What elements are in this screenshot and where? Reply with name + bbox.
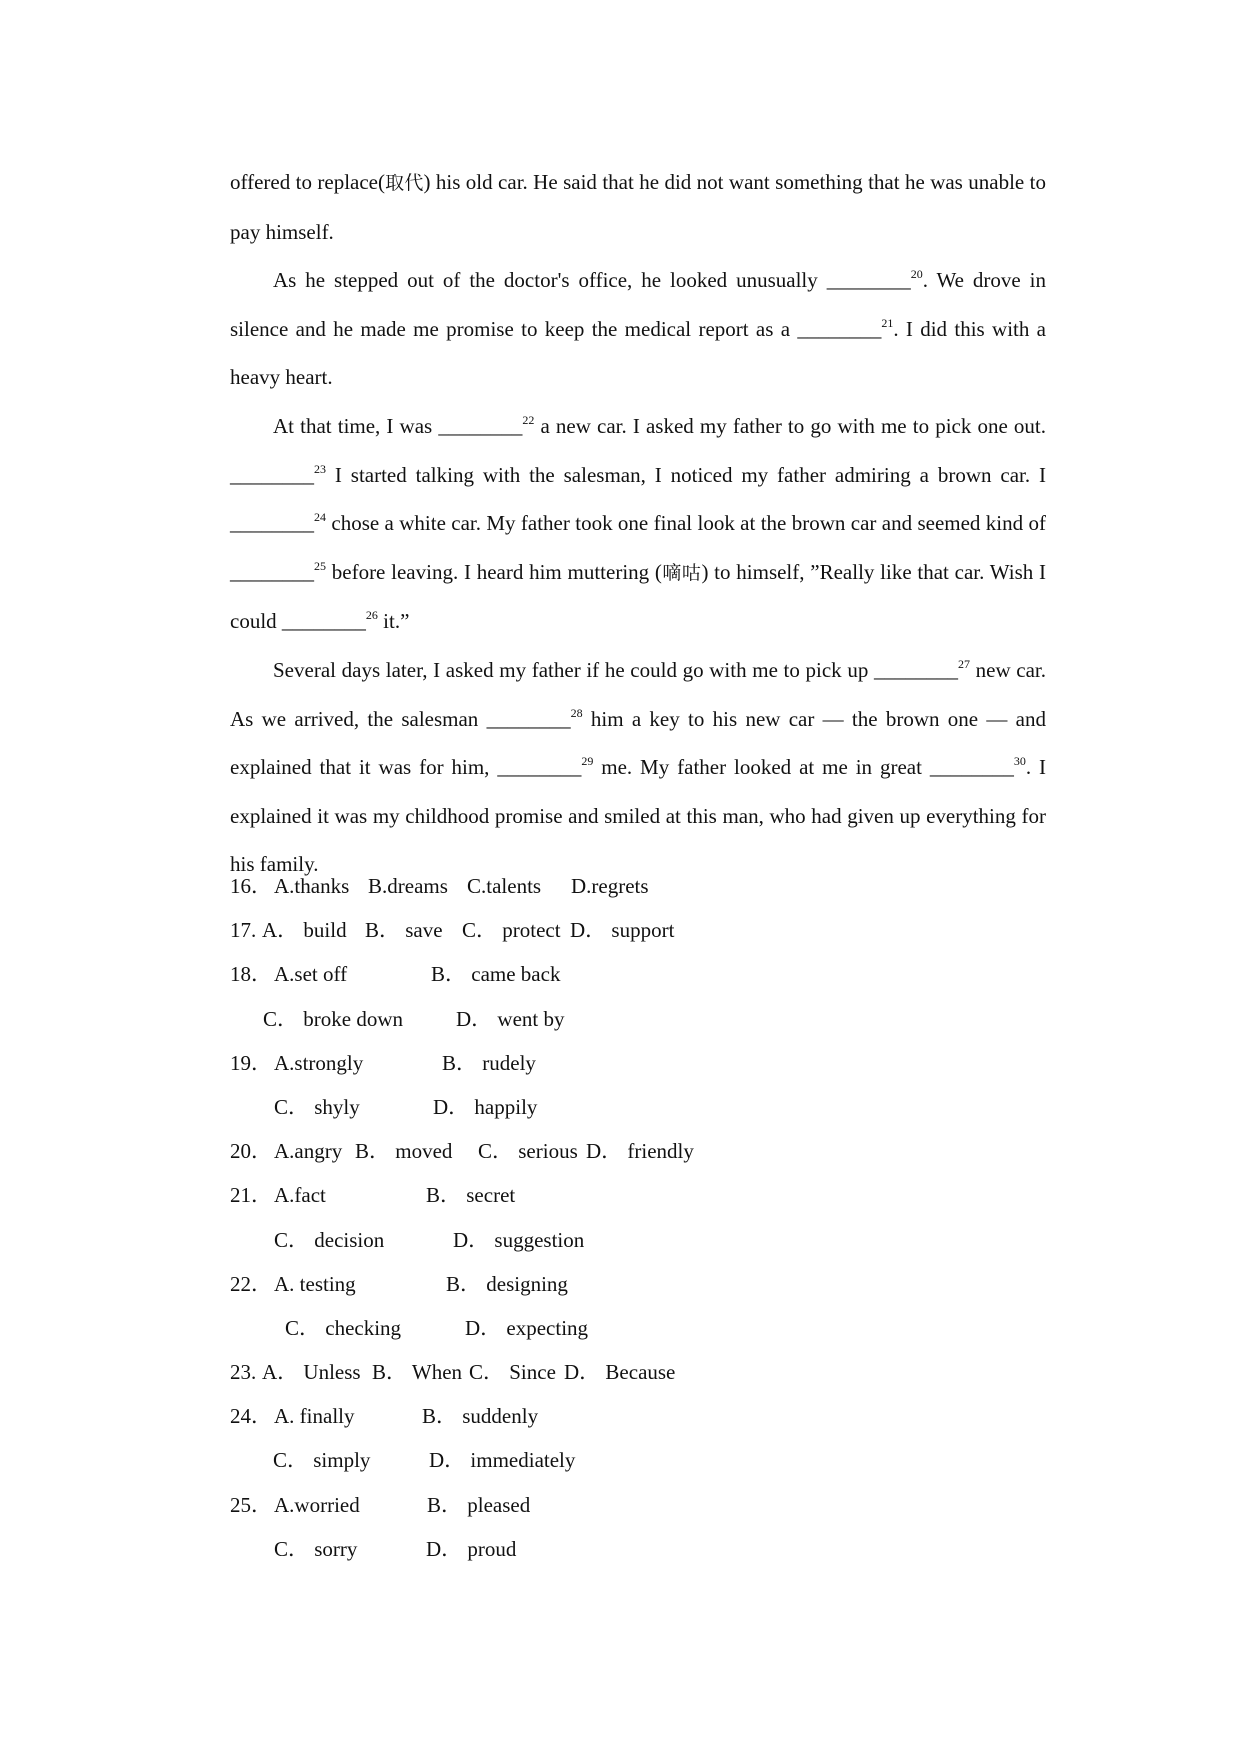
question-number: 21．: [230, 1183, 272, 1208]
chinese-gloss: 取代: [385, 172, 424, 194]
question-22: [230, 1262, 1046, 1306]
passage-text: chose a white car. My father took one final look at the brown car and seemed kind of: [326, 511, 1046, 536]
question-20: [230, 1129, 1046, 1173]
option-d: D． suggestion: [453, 1227, 585, 1252]
question-number: 17.: [230, 918, 257, 943]
question-number: 18．: [230, 962, 272, 987]
option-d: D.regrets: [571, 874, 649, 898]
option-d: D． expecting: [465, 1315, 589, 1340]
passage-text: . I did this with a heavy heart.: [230, 316, 1046, 390]
passage-text: At that time, I was: [273, 413, 439, 438]
question-number: 22．: [230, 1271, 272, 1296]
blank-29: ________: [497, 755, 582, 780]
passage-paragraph-2: [230, 256, 1046, 402]
question-25-continued: [230, 1527, 1046, 1571]
blank-number-24: 24: [314, 510, 326, 525]
option-c: C． serious: [478, 1139, 578, 1164]
question-19: [230, 1041, 1046, 1085]
option-b: B． pleased: [427, 1492, 531, 1517]
option-a: A.fact: [274, 1183, 326, 1208]
question-23: [230, 1350, 1046, 1394]
blank-21: ________: [797, 316, 882, 341]
option-d: D． immediately: [429, 1448, 576, 1473]
passage-text: As he stepped out of the doctor's office, he looked unusually: [273, 268, 827, 293]
passage-text: new car. As we arrived, the salesman: [230, 657, 1046, 731]
question-25: [230, 1483, 1046, 1527]
question-number: 23.: [230, 1360, 257, 1385]
option-a: A． Unless: [262, 1360, 361, 1385]
option-b: B． secret: [426, 1183, 516, 1208]
option-a: A. finally: [274, 1404, 355, 1429]
blank-number-21: 21: [881, 315, 894, 330]
blank-number-26: 26: [365, 608, 378, 623]
blank-number-27: 27: [957, 656, 970, 671]
question-list: [230, 864, 1046, 1571]
question-18: [230, 952, 1046, 996]
option-b: B． rudely: [442, 1050, 536, 1075]
question-19-continued: [230, 1085, 1046, 1129]
passage-text: a new car. I asked my father to go with me to pick one out.: [534, 413, 1047, 438]
option-a: A.strongly: [274, 1050, 364, 1075]
option-d: D． Because: [564, 1360, 676, 1385]
blank-26: ________: [281, 609, 366, 634]
question-number: 20．: [230, 1139, 272, 1164]
blank-number-29: 29: [581, 754, 594, 769]
passage-text: ) to himself, ”Really like that car. Wish I could: [230, 559, 1046, 634]
cloze-passage: [230, 158, 1046, 889]
option-c: C． Since: [469, 1360, 556, 1385]
option-a: A. testing: [274, 1271, 356, 1296]
option-c: C． sorry: [274, 1536, 358, 1561]
passage-paragraph-1: [230, 158, 1046, 256]
blank-22: ________: [438, 413, 523, 438]
question-16: [230, 864, 1046, 908]
blank-number-30: 30: [1013, 754, 1026, 769]
option-a: A． build: [262, 918, 347, 943]
passage-paragraph-4: [230, 646, 1046, 889]
passage-text: him a key to his new car — the brown one — and explained that it was for him,: [230, 706, 1047, 780]
passage-paragraph-3: [230, 402, 1046, 646]
option-b: B． suddenly: [422, 1404, 539, 1429]
question-number: 19．: [230, 1050, 272, 1075]
option-a: A.angry: [274, 1139, 343, 1164]
option-a: A.set off: [274, 962, 348, 987]
question-number: 25．: [230, 1492, 272, 1517]
blank-number-22: 22: [522, 412, 535, 427]
question-24-continued: [230, 1438, 1046, 1482]
blank-number-23: 23: [314, 461, 326, 476]
blank-number-28: 28: [570, 705, 583, 720]
question-number: 16．: [230, 874, 272, 898]
passage-text: offered to replace(: [230, 170, 385, 194]
option-c: C． protect: [462, 918, 561, 943]
question-22-continued: [230, 1306, 1046, 1350]
passage-text: Several days later, I asked my father if he could go with me to pick up: [273, 657, 874, 682]
passage-text: me. My father looked at me in great: [593, 755, 930, 780]
option-d: D． proud: [426, 1536, 517, 1561]
blank-number-25: 25: [314, 558, 326, 573]
option-c: C． shyly: [274, 1094, 360, 1119]
blank-number-20: 20: [910, 267, 923, 282]
chinese-gloss: 嘀咕: [661, 561, 702, 584]
question-17: [230, 908, 1046, 952]
option-b: B． save: [365, 918, 443, 943]
option-d: D． friendly: [586, 1139, 694, 1164]
blank-28: ________: [486, 706, 571, 731]
blank-20: ________: [826, 268, 911, 293]
blank-24: ________: [230, 511, 314, 536]
option-b: B． came back: [431, 962, 561, 987]
option-b: B． moved: [355, 1139, 453, 1164]
option-d: D． went by: [456, 1006, 565, 1031]
option-b: B． When: [372, 1360, 463, 1385]
question-number: 24．: [230, 1404, 272, 1429]
option-c: C． decision: [274, 1227, 385, 1252]
option-b: B.dreams: [368, 874, 448, 898]
question-21: [230, 1173, 1046, 1217]
question-18-continued: [230, 997, 1046, 1041]
option-d: D． happily: [433, 1094, 538, 1119]
option-c: C． checking: [285, 1315, 402, 1340]
passage-text: before leaving. I heard him muttering (: [326, 559, 662, 584]
option-c: C.talents: [467, 874, 542, 898]
passage-text: ) his old car. He said that he did not want something that he was unable to pay himself.: [230, 170, 1046, 244]
blank-30: ________: [929, 755, 1014, 780]
question-21-continued: [230, 1218, 1046, 1262]
blank-27: ________: [873, 657, 958, 682]
option-c: C． broke down: [263, 1006, 403, 1031]
passage-text: I started talking with the salesman, I noticed my father admiring a brown car. I: [326, 462, 1046, 487]
option-d: D． support: [570, 918, 675, 943]
passage-text: . I explained it was my childhood promise and smiled at this man, who had given up everything for his family.: [230, 755, 1046, 877]
question-24: [230, 1394, 1046, 1438]
option-a: A.thanks: [274, 874, 350, 898]
blank-25: ________: [230, 559, 314, 584]
blank-23: ________: [230, 462, 314, 487]
option-b: B． designing: [446, 1271, 568, 1296]
option-a: A.worried: [274, 1492, 360, 1517]
passage-text: . We drove in silence and he made me promise to keep the medical report as a: [230, 268, 1046, 341]
option-c: C． simply: [273, 1448, 371, 1473]
passage-text: it.”: [377, 609, 410, 634]
